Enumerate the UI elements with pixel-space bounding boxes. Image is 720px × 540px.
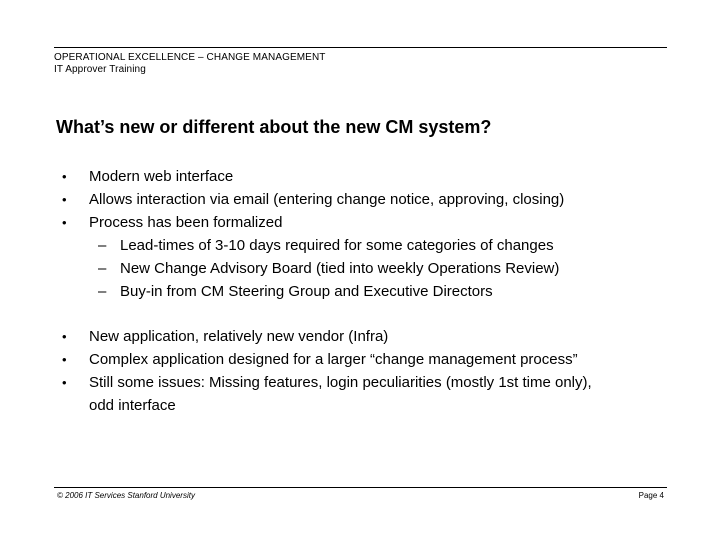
list-item xyxy=(0,348,592,371)
dash-icon: – xyxy=(98,283,107,300)
footer-rule xyxy=(54,487,667,488)
sub-list-item xyxy=(0,280,564,303)
sub-list-item-text: Buy-in from CM Steering Group and Executive Directors xyxy=(120,283,493,300)
bullet-list-1 xyxy=(0,165,564,303)
list-item xyxy=(0,188,564,211)
list-item xyxy=(0,165,564,188)
list-item-text: Process has been formalized xyxy=(89,214,283,231)
list-item-text: Complex application designed for a larger “change management process” xyxy=(89,351,578,368)
list-item-text: New application, relatively new vendor (Infra) xyxy=(89,328,389,345)
sub-list-item xyxy=(0,234,564,257)
bullet-icon: • xyxy=(62,329,67,344)
bullet-icon: • xyxy=(62,375,67,390)
list-item-continuation: odd interface xyxy=(89,397,176,414)
dash-icon: – xyxy=(98,237,107,254)
footer-copyright: © 2006 IT Services Stanford University xyxy=(57,491,195,500)
sub-list-item xyxy=(0,257,564,280)
bullet-icon: • xyxy=(62,352,67,367)
bullet-icon: • xyxy=(62,192,67,207)
page-number: Page 4 xyxy=(638,491,664,500)
page-title: What’s new or different about the new CM system? xyxy=(56,117,492,137)
header-subtitle: IT Approver Training xyxy=(54,64,146,75)
list-item xyxy=(0,211,564,234)
list-item-text: Still some issues: Missing features, login peculiarities (mostly 1st time only), xyxy=(89,374,592,391)
list-item xyxy=(0,325,592,348)
header-title: OPERATIONAL EXCELLENCE – CHANGE MANAGEMENT xyxy=(54,52,326,63)
sub-list-item-text: Lead-times of 3-10 days required for some categories of changes xyxy=(120,237,554,254)
bullet-list-2 xyxy=(0,325,592,417)
header-rule xyxy=(54,47,667,48)
bullet-icon: • xyxy=(62,169,67,184)
list-item xyxy=(0,371,592,417)
list-item-text: Modern web interface xyxy=(89,168,234,185)
bullet-icon: • xyxy=(62,215,67,230)
list-item-text: Allows interaction via email (entering change notice, approving, closing) xyxy=(89,191,565,208)
dash-icon: – xyxy=(98,260,107,277)
sub-list-item-text: New Change Advisory Board (tied into weekly Operations Review) xyxy=(120,260,560,277)
